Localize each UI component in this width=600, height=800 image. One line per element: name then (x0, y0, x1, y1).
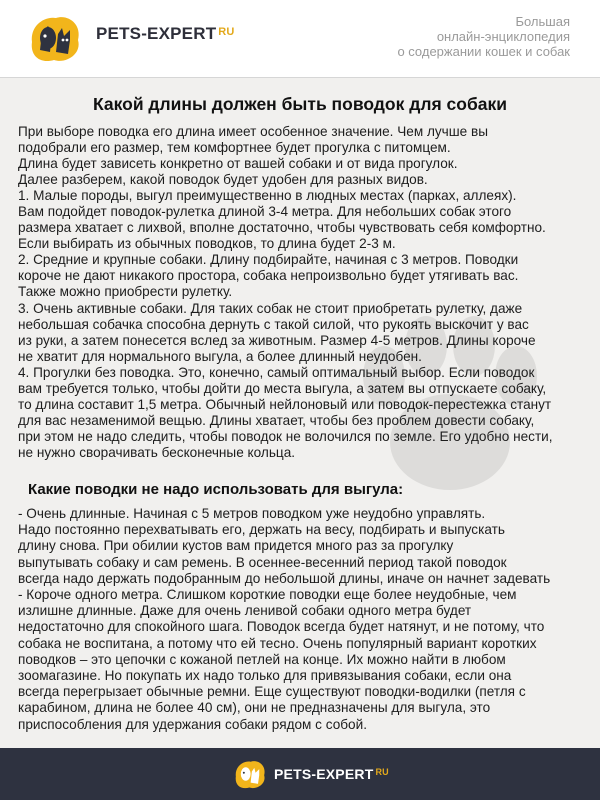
body-line: поводков – это цепочки с кожаной петлей на конце. Их можно найти в любом (18, 651, 506, 667)
body-line: 4. Прогулки без поводка. Это, конечно, самый оптимальный выбор. Если поводок (18, 364, 535, 380)
site-header (0, 0, 600, 78)
tagline-line: о содержании кошек и собак (397, 44, 570, 59)
body-line: подобрали его размер, тем комфортнее будет прогулка с питомцем. (18, 140, 451, 156)
article-body (18, 124, 588, 461)
body-line: зоомагазине. Но покупать их надо только для привязывания собаки, если она (18, 668, 512, 684)
body-line: при этом не надо следить, чтобы поводок не волочился по земле. Его удобно нести, (18, 428, 553, 444)
article-title: Какой длины должен быть поводок для собаки (92, 94, 508, 114)
body-line: Надо постоянно перехватывать его, держать на весу, подбирать и выпускать (18, 522, 505, 538)
body-line: для вас незаменимой вещью. Длины хватает, чтобы без проблем довести собаку, (18, 412, 535, 428)
body-line: небольшая собачка способна дернуть с такой силой, что рукоять выскочит у вас (18, 316, 529, 332)
body-line: не нужно сворачивать бесконечные кольца. (18, 444, 296, 460)
body-line: При выборе поводка его длина имеет особенное значение. Чем лучше вы (18, 124, 488, 139)
body-line: - Очень длинные. Начиная с 5 метров поводком уже неудобно управлять. (18, 506, 486, 521)
body-line: не хватит для нормального выгула, а более длинный неудобен. (18, 348, 422, 364)
body-line: Также можно приобрести рулетку. (18, 284, 233, 300)
site-tagline (340, 14, 570, 59)
body-line: собака не воспитана, а потому что ей тесно. Очень популярный вариант коротких (18, 635, 537, 651)
body-line: 3. Очень активные собаки. Для таких собак не стоит приобретать рулетку, даже (18, 300, 523, 316)
body-line: Если выбирать из обычных поводков, то длина будет 2-3 м. (18, 236, 396, 252)
body-line: Длина будет зависеть конкретно от вашей собаки и от вида прогулок. (18, 156, 458, 172)
tagline-line: Большая (515, 14, 570, 29)
body-line: размера хватает с лихвой, вполне достаточно, чтобы чувствовать себя комфортно. (18, 220, 546, 236)
site-footer (0, 748, 600, 800)
body-line: 2. Средние и крупные собаки. Длину подбирайте, начиная с 3 метров. Поводки (18, 252, 519, 268)
body-line: из руки, а затем понесется вслед за животным. Размер 4-5 метров. Длины короче (18, 332, 536, 348)
body-line: Вам подойдет поводок-рулетка длиной 3-4 метра. Для небольших собак этого (18, 204, 512, 220)
footer-brand-suffix: RU (375, 767, 389, 777)
brand-name[interactable] (96, 24, 235, 44)
body-line: карабином, длина не более 40 см), они не предназначены для выгула, это (18, 700, 491, 716)
body-line: короче не дают никакого простора, собака непроизвольно будет утягивать вас. (18, 268, 519, 284)
body-line: длину снова. При обилии кустов вам придется много раз за прогулку (18, 538, 454, 554)
body-line: - Короче одного метра. Слишком короткие поводки еще более неудобные, чем (18, 587, 517, 603)
pets-expert-logo-icon[interactable] (232, 758, 268, 790)
article-body-2 (18, 506, 593, 733)
body-line: всегда перегрызает обычные ремни. Еще существуют поводки-водилки (петля с (18, 684, 526, 700)
footer-brand-text: PETS-EXPERT (274, 766, 374, 782)
body-line: излишне длинные. Даже для очень ленивой собаки одного метра будет (18, 603, 472, 619)
footer-brand-name[interactable] (274, 766, 389, 782)
section-subheading: Какие поводки не надо использовать для выгула: (28, 481, 404, 498)
body-line: приспособления для удержания собаки рядом с собой. (18, 716, 367, 732)
brand-suffix: RU (218, 26, 235, 38)
body-line: Далее разберем, какой поводок будет удобен для разных видов. (18, 172, 428, 188)
tagline-line: онлайн-энциклопедия (436, 29, 570, 44)
body-line: 1. Малые породы, выгул преимущественно в людных местах (парках, аллеях). (18, 188, 517, 204)
body-line: недостаточно для спокойного шага. Поводок всегда будет натянут, и не потому, что (18, 619, 545, 635)
body-line: выпутывать собаку и сам ремень. В осеннее-весенний период такой поводок (18, 554, 507, 570)
brand-text: PETS-EXPERT (96, 24, 217, 43)
body-line: вам требуется только, чтобы дойти до места выгула, а затем вы отпускаете собаку, (18, 380, 547, 396)
pets-expert-logo-icon[interactable] (26, 12, 84, 64)
body-line: всегда надо держать подобранным до небольшой длины, иначе он начнет задевать (18, 570, 551, 586)
body-line: то длина составит 1,5 метра. Обычный нейлоновый или поводок-перестежка станут (18, 396, 552, 412)
